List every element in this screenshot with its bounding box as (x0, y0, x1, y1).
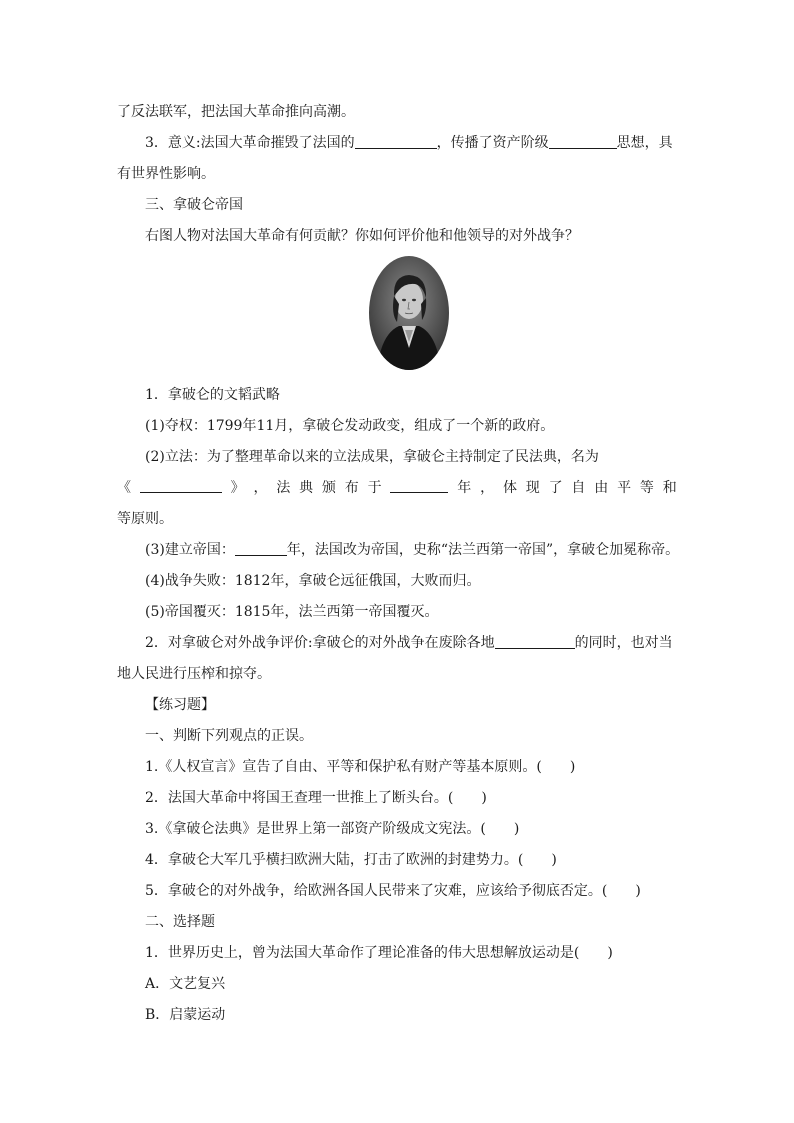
fill-blank[interactable] (390, 478, 448, 493)
list-item: (3)建立帝国： 年，法国改为帝国，史称“法兰西第一帝国”，拿破仑加冕称帝。 (145, 542, 680, 558)
legislation-line: 《 》 ， 法 典 颁 布 于 年 ， 体 现 了 自 由 平 等 和 (117, 480, 677, 496)
option-b[interactable]: B．启蒙运动 (145, 1007, 226, 1023)
list-item: (1)夺权：1799年11月，拿破仑发动政变，组成了一个新的政府。 (145, 418, 555, 434)
exercise-item: 2．法国大革命中将国王查理一世推上了断头台。( ) (145, 790, 487, 806)
exercise-section-title: 二、选择题 (145, 914, 215, 930)
question-line: 右图人物对法国大革命有何贡献？你如何评价他和他领导的对外战争？ (145, 228, 579, 244)
paragraph-line: 地人民进行压榨和掠夺。 (117, 666, 271, 682)
evaluation-line: 2．对拿破仑对外战争评价:拿破仑的对外战争在废除各地 的同时，也对当 (145, 635, 673, 651)
exercise-item: 4．拿破仑大军几乎横扫欧洲大陆，打击了欧洲的封建势力。( ) (145, 852, 557, 868)
list-item: (5)帝国覆灭：1815年，法兰西第一帝国覆灭。 (145, 604, 439, 620)
section-heading: 三、拿破仑帝国 (145, 197, 243, 213)
exercise-section-title: 一、判断下列观点的正误。 (145, 728, 313, 744)
list-item: (4)战争失败：1812年，拿破仑远征俄国，大败而归。 (145, 573, 481, 589)
paragraph-line: 了反法联军，把法国大革命推向高潮。 (117, 104, 355, 120)
paragraph-line: 等原则。 (117, 511, 173, 527)
fill-blank[interactable] (355, 134, 437, 149)
exercise-heading: 【练习题】 (145, 697, 215, 713)
option-a[interactable]: A．文艺复兴 (145, 976, 226, 992)
list-item: (2)立法：为了整理革命以来的立法成果，拿破仑主持制定了民法典，名为 (145, 449, 599, 465)
fill-blank[interactable] (235, 541, 287, 556)
napoleon-portrait-icon (369, 256, 449, 370)
fill-blank[interactable] (549, 134, 617, 149)
fill-blank[interactable] (140, 478, 222, 493)
fill-blank[interactable] (495, 634, 575, 649)
subsection-heading: 1．拿破仑的文韬武略 (145, 387, 280, 403)
exercise-item: 1.《人权宣言》宣告了自由、平等和保护私有财产等基本原则。( ) (145, 759, 576, 775)
exercise-item: 1．世界历史上，曾为法国大革命作了理论准备的伟大思想解放运动是( ) (145, 945, 613, 961)
exercise-item: 3.《拿破仑法典》是世界上第一部资产阶级成文宪法。( ) (145, 821, 520, 837)
paragraph-line: 有世界性影响。 (117, 166, 215, 182)
significance-line: 3．意义:法国大革命摧毁了法国的 ，传播了资产阶级 思想，具 (145, 135, 673, 151)
exercise-item: 5．拿破仑的对外战争，给欧洲各国人民带来了灾难，应该给予彻底否定。( ) (145, 883, 641, 899)
